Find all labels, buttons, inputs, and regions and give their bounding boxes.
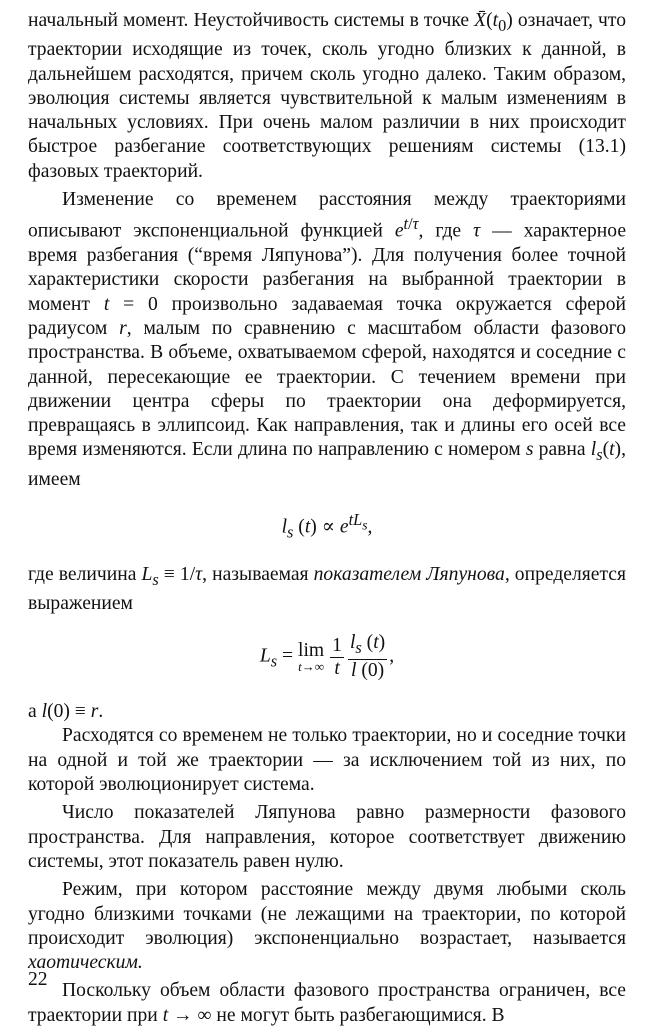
paragraph-5: Расходятся со временем не только траектории, но и соседние точки на одной и той же траектории — за исключением той из них, по которой эволюционирует система. (28, 725, 626, 796)
paragraph-8: Поскольку объем области фазового пространства ограничен, все траектории при t → ∞ не могут быть разбегающимися. В (28, 980, 626, 1026)
equation-lyapunov-exponent: $L_s$ = lim t→∞ $\frac{1}{t}$ $\frac{l_s (t)}{l (0)}$ , (259, 632, 395, 682)
fraction-one-over-t: $\frac{1}{t}$ (332, 634, 342, 679)
limit-operator: lim t→∞ (298, 640, 325, 675)
paragraph-7: Режим, при котором расстояние между двумя любыми сколь угодно близкими точками (не лежащими на траектории, по которой происходит эволюция) экспоненциально возрастает, называется хаотическим. (28, 879, 626, 974)
body-text (28, 9, 626, 1028)
paragraph-3: где величина $L_s \equiv 1/\tau$, называемая показателем Ляпунова, определяется выражением (28, 563, 626, 614)
fraction-length-ratio: $\frac{l_s (t)}{l (0)}$ (349, 632, 386, 682)
equation-lyapunov-growth: $l_s$ $(t) \propto e^{tL_s}$, (281, 509, 373, 542)
paragraph-4: а l(0) ≡ r. (28, 701, 104, 723)
page-number: 22 (28, 969, 48, 990)
paragraph-6: Число показателей Ляпунова равно размерности фазового пространства. Для направления, которое соответствует движению системы, этот показатель равен нулю. (28, 802, 626, 872)
paragraph-1: начальный момент. Неустойчивость системы в точке $X̄(t_0)$ означает, что траектории исходящие из точек, сколь угодно близких к данной, в дальнейшем расходятся, причем сколь угодно далеко. Таким образом, эволюция системы является чувствительной к малым изменениям в начальных условиях. При очень малом различии в них происходит быстрое разбегание соответствующих решениям системы (13.1) фазовых траекторий. (28, 10, 627, 182)
paragraph-2: Изменение со временем расстояния между траекториями описывают экспоненциальной функцией $e^{t/\tau}$, где τ — характерное время разбегания (“время Ляпунова”). Для получения более точной характеристики скорости разбегания на выбранной траектории в момент t = 0 произвольно задаваемая точка окружается сферой радиусом r, малым по сравнению с масштабом области фазового пространства. В объеме, охватываемом сферой, находятся и соседние с данной, пересекающие ее траектории. С течением времени при движении центра сферы по траектории она деформируется, превращаясь в эллипсоид. Как направления, так и длины его осей все время изменяются. Если длина по направлению с номером s равна $l_s(t)$, имеем (28, 188, 627, 490)
